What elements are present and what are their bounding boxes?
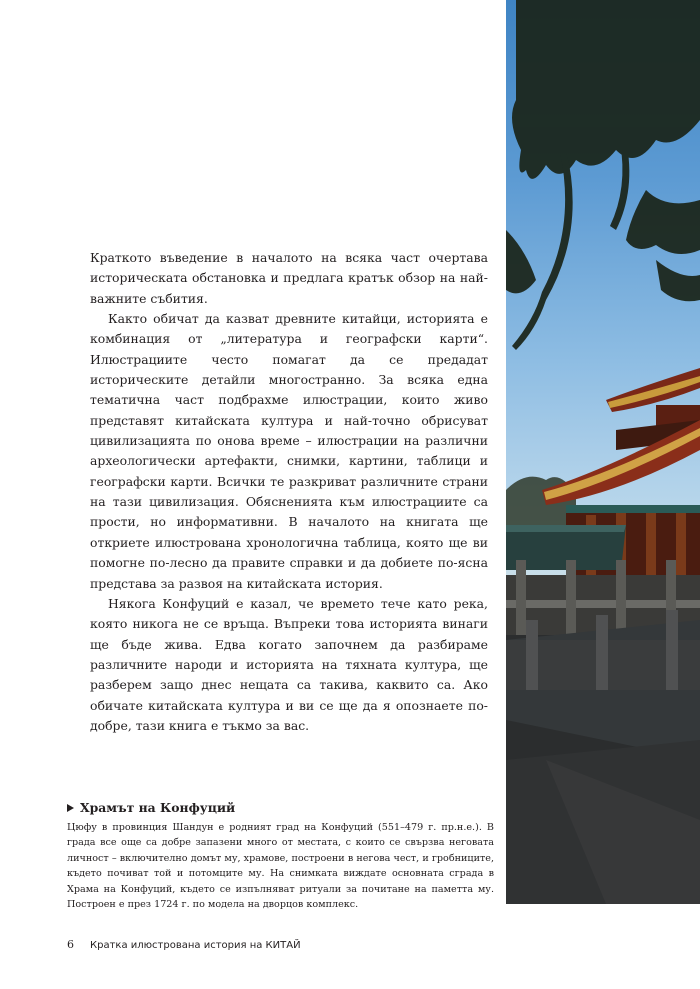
caption-text: Цюфу в провинция Шандун е родният град на Конфуций (551–479 г. пр.н.е.). В града все още са добре запазени много от местата, с които се свързва неговата личност – включително домът му, храмове, построени в негова чест, и гробниците, където почиват той и потомците му. На снимката виждате основната сграда в Храма на Конфуций, където се изпълняват ритуали за почитане на паметта му. Построен е през 1724 г. по модела на дворцов комплекс. (67, 822, 494, 911)
caption-title: Храмът на Конфуций (80, 800, 236, 815)
temple-photo-illustration (506, 0, 700, 904)
caption-title-row (67, 800, 494, 815)
running-title: Кратка илюстрована история на КИТАЙ (90, 940, 301, 951)
body-paragraph-illustrations: Както обичат да казват древните китайци, историята е комбинация от „литература и географски карти“. Илюстрациите често помагат да се предадат историческите детайли многостранно. За всяка една тематична част подбрахме илюстрации, които живо представят китайската култура и най-точно обрисуват цивилизацията по онова време – илюстрации на различни археологически артефакти, снимки, картини, таблици и географски карти. Всички те разкриват различните страни на тази цивилизация. Обясненията към илюстрациите са прости, но информативни. В началото на книгата ще откриете илюстрована хронологична таблица, която ще ви помогне по-лесно да правите справки и да добиете по-ясна представа за развоя на китайската история. (90, 311, 488, 591)
body-text (90, 248, 488, 736)
temple-photo (506, 0, 700, 904)
page-footer (67, 938, 301, 951)
body-paragraph-confucius: Някога Конфуций е казал, че времето тече като река, която никога не се връща. Въпреки това историята винаги ще бъде жива. Едва когато започнем да разбираме различните народи и историята на тяхната култура, ще разберем защо днес нещата са такива, каквито са. Ако обичате китайската култура и ви се ще да я опознаете по-добре, тази книга е тъкмо за вас. (90, 595, 488, 733)
body-paragraph-intro: Краткото въведение в началото на всяка част очертава историческата обстановка и предлага кратък обзор на най-важните събития. (90, 250, 488, 306)
page-number: 6 (67, 938, 74, 951)
triangle-bullet-icon (67, 804, 74, 812)
photo-caption (67, 800, 494, 912)
